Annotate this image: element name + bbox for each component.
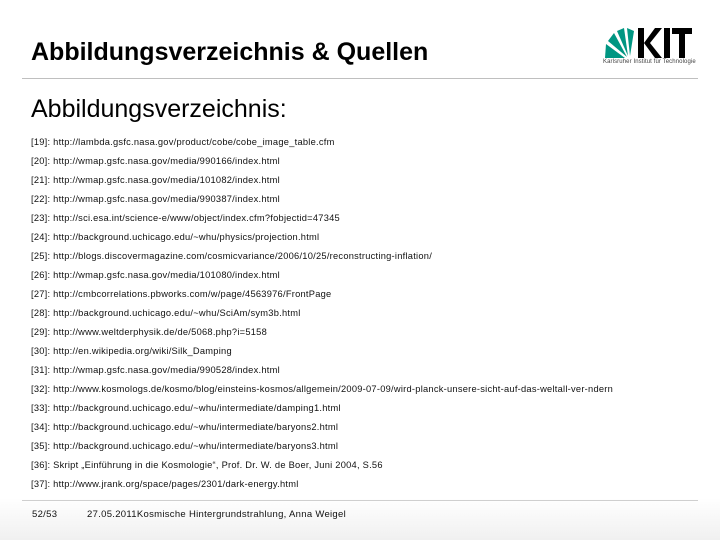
footer-divider	[22, 500, 698, 501]
reference-item: [19]: http://lambda.gsfc.nasa.gov/product/cobe/cobe_image_table.cfm	[31, 137, 335, 147]
section-heading: Abbildungsverzeichnis:	[31, 95, 287, 123]
reference-item: [28]: http://background.uchicago.edu/~whu/SciAm/sym3b.html	[31, 308, 301, 318]
reference-item: [26]: http://wmap.gsfc.nasa.gov/media/101080/index.html	[31, 270, 280, 280]
footer-info	[87, 509, 346, 520]
reference-item: [22]: http://wmap.gsfc.nasa.gov/media/990387/index.html	[31, 194, 280, 204]
logo-tagline: Karlsruher Institut für Technologie	[603, 59, 696, 65]
footer-date: 27.05.2011	[87, 509, 137, 520]
reference-item: [32]: http://www.kosmologs.de/kosmo/blog/einsteins-kosmos/allgemein/2009-07-09/wird-planck-unsere-sicht-auf-das-weltall-ver-ndern	[31, 384, 614, 394]
title-divider	[22, 78, 698, 79]
reference-item: [37]: http://www.jrank.org/space/pages/2301/dark-energy.html	[31, 479, 299, 489]
reference-item: [27]: http://cmbcorrelations.pbworks.com/w/page/4563976/FrontPage	[31, 289, 332, 299]
reference-item: [34]: http://background.uchicago.edu/~whu/intermediate/baryons2.html	[31, 422, 339, 432]
slide-title: Abbildungsverzeichnis & Quellen	[31, 38, 429, 66]
reference-item: [36]: Skript „Einführung in die Kosmologie“, Prof. Dr. W. de Boer, Juni 2004, S.56	[31, 460, 383, 470]
reference-item: [24]: http://background.uchicago.edu/~whu/physics/projection.html	[31, 232, 320, 242]
reference-list	[31, 136, 711, 497]
kit-logo-fan-icon	[605, 28, 634, 58]
page-number: 52/53	[32, 509, 58, 520]
reference-item: [23]: http://sci.esa.int/science-e/www/object/index.cfm?fobjectid=47345	[31, 213, 340, 223]
footer-talk-title: Kosmische Hintergrundstrahlung, Anna Weigel	[136, 509, 347, 520]
reference-item: [31]: http://wmap.gsfc.nasa.gov/media/990528/index.html	[31, 365, 280, 375]
reference-item: [30]: http://en.wikipedia.org/wiki/Silk_Damping	[31, 346, 232, 356]
reference-item: [33]: http://background.uchicago.edu/~whu/intermediate/damping1.html	[31, 403, 341, 413]
reference-item: [35]: http://background.uchicago.edu/~whu/intermediate/baryons3.html	[31, 441, 339, 451]
reference-item: [25]: http://blogs.discovermagazine.com/cosmicvariance/2006/10/25/reconstructing-inflation/	[31, 251, 433, 261]
reference-item: [29]: http://www.weltderphysik.de/de/5068.php?i=5158	[31, 327, 268, 337]
reference-item: [20]: http://wmap.gsfc.nasa.gov/media/990166/index.html	[31, 156, 280, 166]
kit-logo-letters	[638, 28, 692, 58]
reference-item: [21]: http://wmap.gsfc.nasa.gov/media/101082/index.html	[31, 175, 280, 185]
